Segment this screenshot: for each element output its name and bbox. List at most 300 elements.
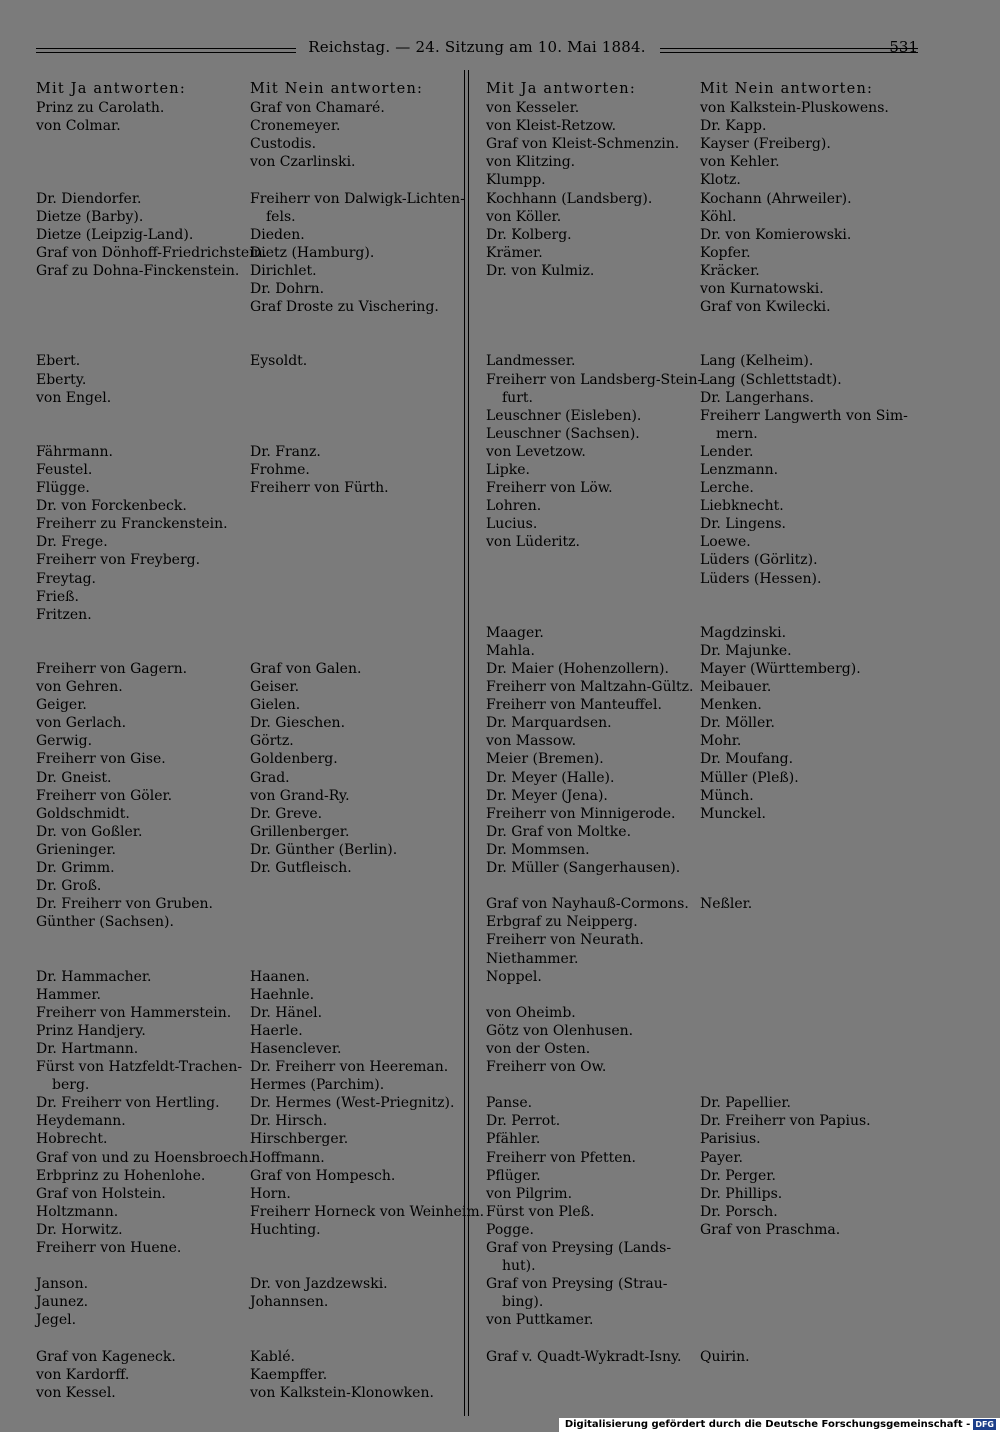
deputy-name: Dr. Porsch. <box>700 1203 778 1220</box>
deputy-name: von Kurnatowski. <box>700 281 824 298</box>
deputy-name: von Puttkamer. <box>486 1312 594 1329</box>
deputy-name: Freiherr Langwerth von Sim- <box>700 407 908 424</box>
deputy-name: Freiherr von Ow. <box>486 1059 607 1076</box>
page-title: Reichstag. — 24. Sitzung am 10. Mai 1884. <box>308 38 646 56</box>
deputy-name: Dietze (Leipzig-Land). <box>36 226 194 243</box>
deputy-name: Dr. von Forckenbeck. <box>36 498 187 515</box>
deputy-name: Dr. Langerhans. <box>700 389 814 406</box>
deputy-name: Kopfer. <box>700 244 751 261</box>
deputy-name: Dr. Maier (Hohenzollern). <box>486 661 669 677</box>
spacer <box>36 171 248 189</box>
column-divider <box>464 70 465 1416</box>
digitization-footer <box>559 1418 1000 1432</box>
page-header <box>36 36 918 62</box>
deputy-name: Dr. von Komierowski. <box>700 226 852 243</box>
header-rule-left-2 <box>36 52 296 53</box>
deputy-name: Dr. Groß. <box>36 878 102 895</box>
deputy-name: Müller (Pleß). <box>700 769 799 786</box>
deputy-name: Fährmann. <box>36 443 113 460</box>
deputy-name: Freiherr von Freyberg. <box>36 552 201 569</box>
deputy-name: Frohme. <box>250 461 310 478</box>
deputy-name: Lang (Kelheim). <box>700 353 814 370</box>
deputy-name: Lenzmann. <box>700 461 779 478</box>
deputy-name: von Lüderitz. <box>486 534 580 551</box>
spacer <box>250 570 462 588</box>
deputy-name: Erbgraf zu Neipperg. <box>486 914 638 931</box>
deputy-name: Lang (Schlettstadt). <box>700 371 842 388</box>
spacer <box>36 425 248 443</box>
spacer <box>250 913 462 931</box>
spacer <box>486 588 698 606</box>
deputy-name: Grad. <box>250 769 290 786</box>
deputy-name: Graf von Kwilecki. <box>700 299 831 316</box>
deputy-name: Goldenberg. <box>250 751 338 768</box>
deputy-name: Johannsen. <box>250 1294 329 1311</box>
deputy-name: Fürst von Pleß. <box>486 1203 595 1220</box>
deputy-name: Graf von Galen. <box>250 661 362 677</box>
deputy-name: Graf von Praschma. <box>700 1221 841 1238</box>
deputy-name: Görtz. <box>250 733 294 750</box>
deputy-name: Haanen. <box>250 968 310 985</box>
column-heading: Mit Ja antworten: <box>36 81 186 97</box>
deputy-name: Dr. von Goßler. <box>36 823 143 840</box>
deputy-name: Münch. <box>700 787 754 804</box>
spacer <box>250 1257 462 1275</box>
deputy-name: Freiherr von Manteuffel. <box>486 697 662 714</box>
deputy-name: Dr. Freiherr von Hertling. <box>36 1095 220 1112</box>
page-number: 531 <box>889 38 918 56</box>
spacer <box>700 1076 912 1094</box>
deputy-name: Erbprinz zu Hohenlohe. <box>36 1167 206 1184</box>
deputy-name: Dr. Mommsen. <box>486 841 590 858</box>
spacer <box>486 1076 698 1094</box>
deputy-name: Parisius. <box>700 1131 761 1148</box>
deputy-name: Neßler. <box>700 896 753 913</box>
deputy-name: Maager. <box>486 624 544 641</box>
spacer <box>250 551 462 569</box>
deputy-name: Dr. Lingens. <box>700 516 786 533</box>
deputy-name: von Kleist-Retzow. <box>486 118 617 135</box>
spacer <box>250 931 462 949</box>
spacer <box>700 334 912 352</box>
spacer <box>250 497 462 515</box>
deputy-name: Dr. Dohrn. <box>250 281 325 298</box>
spacer <box>250 407 462 425</box>
deputy-name: Freiherr von Dalwigk-Lichten- <box>250 190 465 207</box>
deputy-name: Haerle. <box>250 1022 303 1039</box>
deputy-name: Dr. Perrot. <box>486 1113 561 1130</box>
column-ja-left <box>36 80 268 1402</box>
column-divider-2 <box>468 70 469 1416</box>
deputy-name: Freiherr von Fürth. <box>250 480 389 497</box>
deputy-name: Niethammer. <box>486 950 579 967</box>
spacer <box>700 877 912 895</box>
spacer <box>486 877 698 895</box>
spacer <box>36 316 248 334</box>
deputy-name: Dr. von Jazdzewski. <box>250 1276 388 1293</box>
deputy-name: Dietze (Barby). <box>36 208 144 225</box>
name-continuation: furt. <box>502 389 533 406</box>
header-rule-right-2 <box>660 52 918 53</box>
deputy-name: Freiherr von Landsberg-Stein- <box>486 371 703 388</box>
deputy-name: Freiherr von Löw. <box>486 480 613 497</box>
deputy-name: Freiherr von Neurath. <box>486 932 644 949</box>
deputy-name: Jaunez. <box>36 1294 89 1311</box>
deputy-name: von Levetzow. <box>486 443 586 460</box>
deputy-name: Dr. Frege. <box>36 534 108 551</box>
deputy-name: von Kardorff. <box>36 1366 130 1383</box>
deputy-name: Günther (Sachsen). <box>36 914 174 931</box>
deputy-name: Graf von Holstein. <box>36 1185 166 1202</box>
column-heading: Mit Ja antworten: <box>486 81 636 97</box>
deputy-name: Graf von Dönhoff-Friedrichstein. <box>36 244 268 261</box>
deputy-name: von Kalkstein-Pluskowens. <box>700 100 889 117</box>
deputy-name: Lüders (Hessen). <box>700 570 822 587</box>
spacer <box>486 316 698 334</box>
deputy-name: Graf von Hompesch. <box>250 1167 396 1184</box>
deputy-name: Dr. Freiherr von Heereman. <box>250 1059 449 1076</box>
spacer <box>700 823 912 841</box>
deputy-name: Köhl. <box>700 208 737 225</box>
deputy-name: Lender. <box>700 443 754 460</box>
deputy-name: Lerche. <box>700 480 754 497</box>
spacer <box>250 371 462 389</box>
spacer <box>250 515 462 533</box>
deputy-name: Dr. von Kulmiz. <box>486 262 595 279</box>
deputy-name: von Gehren. <box>36 679 123 696</box>
deputy-name: Klotz. <box>700 172 741 189</box>
spacer <box>36 950 248 968</box>
spacer <box>486 551 698 569</box>
spacer <box>700 1257 912 1275</box>
deputy-name: Lüders (Görlitz). <box>700 552 818 569</box>
deputy-name: Kochhann (Landsberg). <box>486 190 653 207</box>
deputy-name: Freiherr von Göler. <box>36 787 173 804</box>
deputy-name: Heydemann. <box>36 1113 126 1130</box>
deputy-name: Landmesser. <box>486 353 576 370</box>
deputy-name: Pfähler. <box>486 1131 541 1148</box>
spacer <box>700 1311 912 1329</box>
deputy-name: Graf von Nayhauß-Cormons. <box>486 896 689 913</box>
deputy-name: Hasenclever. <box>250 1040 342 1057</box>
spacer <box>250 950 462 968</box>
deputy-name: Dr. Majunke. <box>700 642 792 659</box>
deputy-name: Panse. <box>486 1095 533 1112</box>
deputy-name: Meier (Bremen). <box>486 751 604 768</box>
deputy-name: Goldschmidt. <box>36 805 130 822</box>
deputy-name: Frieß. <box>36 588 79 605</box>
spacer <box>250 334 462 352</box>
spacer <box>250 606 462 624</box>
deputy-name: von der Osten. <box>486 1040 591 1057</box>
deputy-name: Dirichlet. <box>250 262 317 279</box>
deputy-name: von Massow. <box>486 733 577 750</box>
deputy-name: Freiherr von Pfetten. <box>486 1149 637 1166</box>
spacer <box>36 1329 248 1347</box>
deputy-name: Graf v. Quadt-Wykradt-Isny. <box>486 1348 682 1365</box>
deputy-name: Dr. Graf von Moltke. <box>486 823 632 840</box>
spacer <box>250 316 462 334</box>
deputy-name: von Köller. <box>486 208 562 225</box>
spacer <box>250 1311 462 1329</box>
column-heading: Mit Nein antworten: <box>250 81 424 97</box>
deputy-name: Dr. Phillips. <box>700 1185 783 1202</box>
deputy-name: Jegel. <box>36 1312 77 1329</box>
deputy-name: Flügge. <box>36 480 90 497</box>
spacer <box>36 931 248 949</box>
deputy-name: Dr. Günther (Berlin). <box>250 841 398 858</box>
deputy-name: Freiherr von Minnigerode. <box>486 805 676 822</box>
deputy-name: Dr. Gieschen. <box>250 715 346 732</box>
deputy-name: Pflüger. <box>486 1167 541 1184</box>
deputy-name: Dietz (Hamburg). <box>250 244 375 261</box>
deputy-name: von Czarlinski. <box>250 154 356 171</box>
deputy-name: von Grand-Ry. <box>250 787 350 804</box>
spacer <box>486 334 698 352</box>
deputy-name: von Oheimb. <box>486 1004 576 1021</box>
deputy-name: Liebknecht. <box>700 498 784 515</box>
spacer <box>700 588 912 606</box>
deputy-name: Hirschberger. <box>250 1131 349 1148</box>
deputy-name: Graf zu Dohna-Finckenstein. <box>36 262 240 279</box>
header-rule-right <box>660 48 918 49</box>
deputy-name: Dr. Franz. <box>250 443 321 460</box>
spacer <box>250 389 462 407</box>
deputy-name: Freiherr zu Franckenstein. <box>36 516 228 533</box>
deputy-name: Hobrecht. <box>36 1131 108 1148</box>
deputy-name: Janson. <box>36 1276 89 1293</box>
deputy-name: Feustel. <box>36 461 93 478</box>
deputy-name: Lucius. <box>486 516 538 533</box>
deputy-name: Hermes (Parchim). <box>250 1077 385 1094</box>
deputy-name: Munckel. <box>700 805 766 822</box>
name-continuation: mern. <box>716 425 758 442</box>
spacer <box>250 533 462 551</box>
spacer <box>250 624 462 642</box>
deputy-name: Custodis. <box>250 136 317 153</box>
spacer <box>700 1058 912 1076</box>
deputy-name: Dr. Greve. <box>250 805 323 822</box>
deputy-name: Hammer. <box>36 986 101 1003</box>
deputy-name: Horn. <box>250 1185 291 1202</box>
spacer <box>36 298 248 316</box>
spacer <box>36 407 248 425</box>
deputy-name: Graf von Chamaré. <box>250 100 385 117</box>
spacer <box>250 171 462 189</box>
deputy-name: Grieninger. <box>36 841 117 858</box>
deputy-name: Holtzmann. <box>36 1203 119 1220</box>
spacer <box>36 280 248 298</box>
deputy-name: Dr. Kolberg. <box>486 226 572 243</box>
name-continuation: hut). <box>502 1258 536 1275</box>
deputy-name: Dr. Moufang. <box>700 751 794 768</box>
deputy-name: Mahla. <box>486 642 535 659</box>
deputy-name: Graf von Preysing (Lands- <box>486 1240 672 1256</box>
deputy-name: Lipke. <box>486 461 530 478</box>
deputy-name: Payer. <box>700 1149 743 1166</box>
deputy-name: Freiherr von Huene. <box>36 1240 182 1256</box>
deputy-name: Dr. Perger. <box>700 1167 776 1184</box>
deputy-name: Kräcker. <box>700 262 760 279</box>
deputy-name: Dr. Diendorfer. <box>36 190 142 207</box>
deputy-name: Dr. Freiherr von Gruben. <box>36 896 213 913</box>
spacer <box>700 1022 912 1040</box>
spacer <box>486 298 698 316</box>
deputy-name: Dr. Horwitz. <box>36 1221 123 1238</box>
footer-text: Digitalisierung gefördert durch die Deutsche Forschungsgemeinschaft - <box>564 1419 971 1430</box>
spacer <box>250 1239 462 1257</box>
deputy-name: Dr. Papellier. <box>700 1095 791 1112</box>
deputy-name: Freiherr von Gagern. <box>36 661 188 677</box>
spacer <box>36 334 248 352</box>
deputy-name: von Gerlach. <box>36 715 127 732</box>
deputy-name: Freytag. <box>36 570 96 587</box>
spacer <box>700 950 912 968</box>
deputy-name: Dr. Freiherr von Papius. <box>700 1113 871 1130</box>
deputy-name: Klumpp. <box>486 172 546 189</box>
deputy-name: Mohr. <box>700 733 742 750</box>
deputy-name: Grillenberger. <box>250 823 350 840</box>
deputy-name: Cronemeyer. <box>250 118 341 135</box>
deputy-name: Freiherr von Gise. <box>36 751 166 768</box>
spacer <box>250 895 462 913</box>
spacer <box>36 153 248 171</box>
dfg-logo: DFG <box>975 1419 994 1429</box>
spacer <box>250 425 462 443</box>
deputy-name: Meibauer. <box>700 679 772 696</box>
deputy-name: von Klitzing. <box>486 154 576 171</box>
deputy-name: Quirin. <box>700 1348 750 1365</box>
spacer <box>700 931 912 949</box>
deputy-name: Magdzinski. <box>700 624 787 641</box>
header-rule-left <box>36 48 296 49</box>
deputy-name: Dr. Marquardsen. <box>486 715 612 732</box>
deputy-name: Kablé. <box>250 1348 295 1365</box>
spacer <box>250 877 462 895</box>
spacer <box>36 642 248 660</box>
spacer <box>486 570 698 588</box>
deputy-name: Freiherr von Maltzahn-Gültz. <box>486 679 694 696</box>
deputy-name: Dr. Hartmann. <box>36 1040 139 1057</box>
deputy-name: von Pilgrim. <box>486 1185 573 1202</box>
deputy-name: Haehnle. <box>250 986 315 1003</box>
deputy-name: von Kesseler. <box>486 100 580 117</box>
deputy-name: Dr. Grimm. <box>36 860 115 877</box>
deputy-name: Lohren. <box>486 498 542 515</box>
deputy-name: Graf von und zu Hoensbroech. <box>36 1149 253 1166</box>
spacer <box>486 606 698 624</box>
deputy-name: Graf von Kleist-Schmenzin. <box>486 136 680 153</box>
deputy-name: von Kessel. <box>36 1384 116 1401</box>
deputy-name: von Kalkstein-Klonowken. <box>250 1384 434 1401</box>
name-continuation: berg. <box>52 1077 90 1094</box>
spacer <box>250 1329 462 1347</box>
spacer <box>36 624 248 642</box>
spacer <box>700 1293 912 1311</box>
spacer <box>36 135 248 153</box>
deputy-name: Huchting. <box>250 1221 321 1238</box>
column-ja-right <box>486 80 703 1366</box>
deputy-name: Dr. Hänel. <box>250 1004 323 1021</box>
deputy-name: Dr. Meyer (Jena). <box>486 787 608 804</box>
deputy-name: Ebert. <box>36 353 81 370</box>
column-heading: Mit Nein antworten: <box>700 81 874 97</box>
spacer <box>250 642 462 660</box>
deputy-name: Dr. Möller. <box>700 715 775 732</box>
deputy-name: von Engel. <box>36 389 112 406</box>
deputy-name: Dr. Hirsch. <box>250 1113 328 1130</box>
deputy-name: Gerwig. <box>36 733 93 750</box>
deputy-name: Freiherr Horneck von Weinheim. <box>250 1203 485 1220</box>
deputy-name: Götz von Olenhusen. <box>486 1022 634 1039</box>
deputy-name: Graf von Preysing (Strau- <box>486 1276 668 1293</box>
spacer <box>486 280 698 298</box>
spacer <box>700 606 912 624</box>
deputy-name: Dr. Kapp. <box>700 118 767 135</box>
deputy-name: von Kehler. <box>700 154 780 171</box>
deputy-name: von Colmar. <box>36 118 121 135</box>
deputy-name: Dr. Hammacher. <box>36 968 152 985</box>
spacer <box>700 859 912 877</box>
deputy-name: Loewe. <box>700 534 751 551</box>
deputy-name: Leuschner (Eisleben). <box>486 407 642 424</box>
spacer <box>700 1275 912 1293</box>
deputy-name: Mayer (Württemberg). <box>700 661 861 677</box>
spacer <box>700 913 912 931</box>
deputy-name: Pogge. <box>486 1221 534 1238</box>
deputy-name: Menken. <box>700 697 762 714</box>
deputy-name: Noppel. <box>486 968 542 985</box>
spacer <box>700 968 912 986</box>
spacer <box>700 1239 912 1257</box>
deputy-name: Graf von Kageneck. <box>36 1348 176 1365</box>
spacer <box>700 841 912 859</box>
deputy-name: Graf Droste zu Vischering. <box>250 299 439 316</box>
name-continuation: fels. <box>266 208 296 225</box>
deputy-name: Dieden. <box>250 226 305 243</box>
spacer <box>700 316 912 334</box>
spacer <box>486 986 698 1004</box>
deputy-name: Leuschner (Sachsen). <box>486 425 640 442</box>
deputy-name: Kaempffer. <box>250 1366 328 1383</box>
spacer <box>700 1004 912 1022</box>
deputy-name: Eysoldt. <box>250 353 308 370</box>
deputy-name: Prinz zu Carolath. <box>36 100 165 117</box>
column-nein-left <box>250 80 485 1402</box>
spacer <box>486 1329 698 1347</box>
deputy-name: Dr. Meyer (Halle). <box>486 769 615 786</box>
deputy-name: Hoffmann. <box>250 1149 325 1166</box>
deputy-name: Geiser. <box>250 679 300 696</box>
deputy-name: Geiger. <box>36 697 87 714</box>
deputy-name: Krämer. <box>486 244 543 261</box>
deputy-name: Fritzen. <box>36 606 92 623</box>
deputy-name: Dr. Müller (Sangerhausen). <box>486 860 681 877</box>
spacer <box>36 1257 248 1275</box>
column-nein-right <box>700 80 912 1366</box>
spacer <box>250 588 462 606</box>
deputy-name: Eberty. <box>36 371 87 388</box>
deputy-name: Prinz Handjery. <box>36 1022 146 1039</box>
spacer <box>700 1329 912 1347</box>
deputy-name: Kochann (Ahrweiler). <box>700 190 852 207</box>
deputy-name: Freiherr von Hammerstein. <box>36 1004 232 1021</box>
name-continuation: bing). <box>502 1294 544 1311</box>
spacer <box>700 986 912 1004</box>
deputy-name: Dr. Gutfleisch. <box>250 860 352 877</box>
deputy-name: Dr. Gneist. <box>36 769 112 786</box>
deputy-name: Dr. Hermes (West-Priegnitz). <box>250 1095 455 1112</box>
